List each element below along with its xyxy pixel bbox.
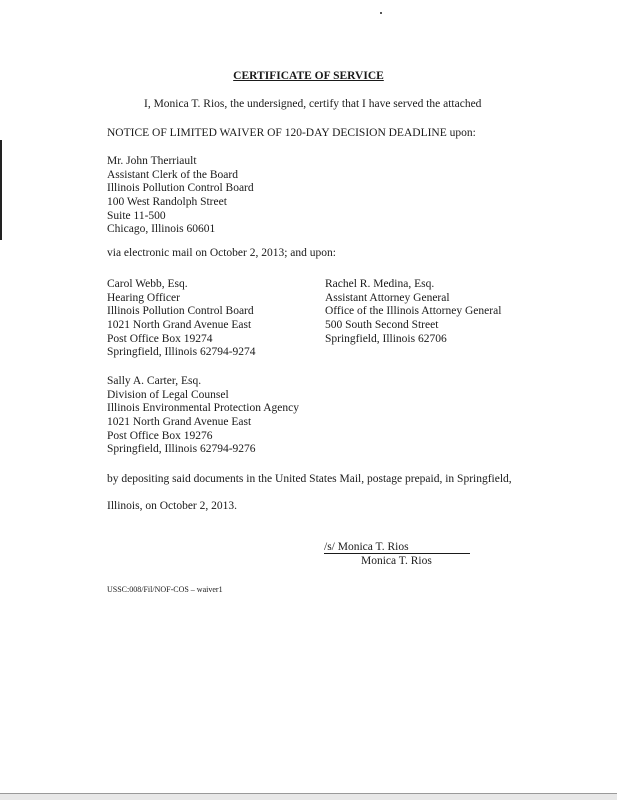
scan-bottom-edge xyxy=(0,793,617,800)
address-line: Rachel R. Medina, Esq. xyxy=(325,278,435,290)
address-line: Hearing Officer xyxy=(107,291,180,304)
address-line: Mr. John Therriault xyxy=(107,155,197,167)
address-line: Springfield, Illinois 62706 xyxy=(325,332,447,345)
address-line: Assistant Clerk of the Board xyxy=(107,168,238,181)
address-line: Springfield, Illinois 62794-9274 xyxy=(107,346,256,359)
recipient-right-address xyxy=(325,278,501,346)
address-line: Springfield, Illinois 62794-9276 xyxy=(107,443,256,456)
recipient-third-address xyxy=(107,375,299,457)
scan-edge-mark xyxy=(0,140,2,240)
address-line: 100 West Randolph Street xyxy=(107,196,227,209)
signature-line xyxy=(324,553,470,554)
address-line: Illinois Pollution Control Board xyxy=(107,182,254,195)
scan-artifact xyxy=(380,12,382,14)
address-line: Assistant Attorney General xyxy=(325,291,450,304)
address-line: Carol Webb, Esq. xyxy=(107,278,188,290)
address-line: 1021 North Grand Avenue East xyxy=(107,416,252,429)
signer-name: Monica T. Rios xyxy=(361,555,432,567)
mail-statement-line-2: Illinois, on October 2, 2013. xyxy=(107,500,237,512)
electronic-mail-line: via electronic mail on October 2, 2013; and upon: xyxy=(107,247,336,259)
address-line: 500 South Second Street xyxy=(325,319,439,332)
address-line: Division of Legal Counsel xyxy=(107,388,229,401)
intro-line: I, Monica T. Rios, the undersigned, certify that I have served the attached xyxy=(144,98,482,110)
address-line: 1021 North Grand Avenue East xyxy=(107,319,252,332)
address-line: Chicago, Illinois 60601 xyxy=(107,223,216,236)
address-line: Illinois Environmental Protection Agency xyxy=(107,402,299,415)
address-line: Office of the Illinois Attorney General xyxy=(325,305,502,318)
address-line: Suite 11-500 xyxy=(107,209,166,222)
recipient-left-address xyxy=(107,278,256,360)
address-line: Post Office Box 19274 xyxy=(107,332,213,345)
served-document-line: NOTICE OF LIMITED WAIVER OF 120-DAY DECISION DEADLINE upon: xyxy=(107,127,476,139)
address-line: Sally A. Carter, Esq. xyxy=(107,375,202,387)
address-line: Post Office Box 19276 xyxy=(107,429,213,442)
address-line: Illinois Pollution Control Board xyxy=(107,305,254,318)
mail-statement-line-1: by depositing said documents in the United States Mail, postage prepaid, in Springfield, xyxy=(107,473,512,485)
document-code: USSC:008/Fil/NOF-COS – waiver1 xyxy=(107,585,223,594)
document-title: CERTIFICATE OF SERVICE xyxy=(233,70,384,82)
electronic-signature: /s/ Monica T. Rios xyxy=(324,541,409,553)
primary-recipient-address xyxy=(107,155,254,237)
